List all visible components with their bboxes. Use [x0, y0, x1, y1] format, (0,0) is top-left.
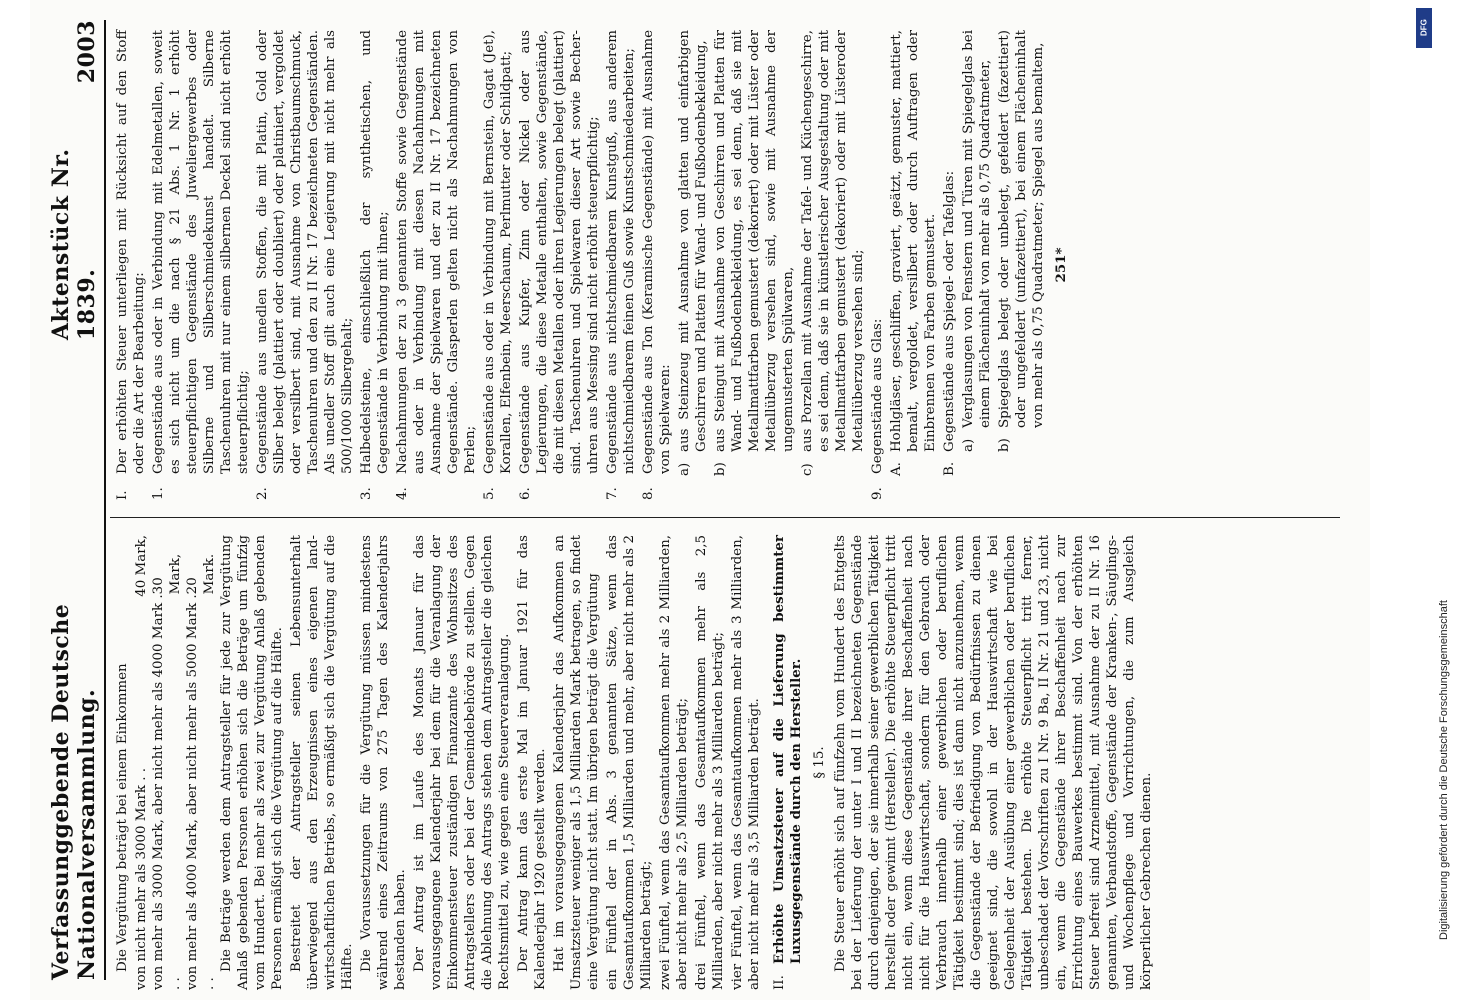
paragraph-sign: § 15. — [812, 746, 827, 779]
list-item: 6. Gegenstände aus Kupfer, Zinn oder Nickel oder aus Legierungen, die diese Metalle enthalten, sowie Gegenstände, die mit diesen Metallen oder ihren Legierungen belegt (plattiert) sind. Taschenuhren und Spielwaren dieser Art sowie Becheruhren aus Messing sind nicht erhöht steuerpflichtig; — [518, 30, 601, 500]
list-item: 1. Gegenstände aus oder in Verbindung mit Edelmetallen, soweit es sich nicht um die nach § 21 Abs. 1 Nr. 1 erhöht steuerpflichtigen Gegenstände des Juweliergewerbes oder Silberne und Silberschmiedekunst handelt. Silberne Taschenuhren mit nur einem silbernen Deckel sind nicht erhöht steuerpflichtig; — [151, 30, 251, 500]
rates-intro: Die Vergütung beträgt bei einem Einkommen — [115, 663, 130, 972]
sub-sub-item: a) Verglasungen von Fenstern und Türen mit Spiegelglas bei einem Flächeninhalt von mehr als 0,75 Quadratmeter, — [961, 30, 993, 452]
paragraph: Die Beträge werden dem Antragsteller für jede zur Vergütung Anlaß gebenden Personen erhöhen sich die Beträge um fünfzig vom Hundert. Bei mehr als zwei zur Vergütung Anlaß gebenden Personen ermäßigt sich die Vergütung auf die Hälfte. — [219, 535, 285, 990]
tier: zwei Fünftel, wenn das Gesamtaufkommen mehr als 2 Milliarden, aber nicht mehr als 2,5 Milliarden beträgt; — [658, 535, 690, 990]
list-item: 9. Gegenstände aus Glas: — [870, 318, 885, 500]
sub-sub-item: b) Spiegelglas belegt oder unbelegt, gefeldert (fazettiert) oder ungefeldert (unfazettiert), bei einem Flächeninhalt von mehr als 0,75 Quadratmeter; Spiegel aus bemaltem, — [997, 30, 1046, 452]
rate-label: von mehr als 3000 Mark, aber nicht mehr als 4000 Mark . . . — [151, 594, 183, 990]
rate-value: 30 Mark, — [151, 553, 183, 595]
header-title: Verfassunggebende Deutsche Nationalversammlung. — [48, 603, 100, 980]
dfg-logo-icon: DFG — [1416, 8, 1432, 48]
sub-item: b) aus Steingut mit Ausnahme von Geschirren und Platten für Wand- und Fußbodenbekleidung, es sei denn, daß sie mit Metallmattfarben gemustert (dekoriert) oder mit Lüster oder Metallüberzug versehen sind, sowie mit Ausnahme der ungemusterten Spülwaren, — [713, 30, 796, 476]
page-number: 2003 — [74, 20, 100, 84]
paragraph: Der Antrag kann das erste Mal im Januar 1921 für das Kalenderjahr 1920 gestellt werden. — [516, 535, 548, 990]
tier: drei Fünftel, wenn das Gesamtaufkommen mehr als 2,5 Milliarden, aber nicht mehr als 3 Milliarden beträgt; — [694, 535, 726, 990]
list-item: 8. Gegenstände aus Ton (Keramische Gegenstände) mit Ausnahme von Spielwaren: — [641, 30, 673, 500]
sub-item: A. Hohlgläser, geschliffen, graviert, geätzt, gemuster, mattiert, bemalt, vergoldet, versilbert oder durch Auftragen oder Einbrennen von Farben gemustert. — [889, 30, 938, 476]
credit-text: Digitalisierung gefördert durch die Deutsche Forschungsgemeinschaft — [1438, 600, 1450, 940]
sub-item: a) aus Steinzeug mit Ausnahme von glatten und einfarbigen Geschirren und Platten für Wand- und Fußbodenbekleidung, — [677, 30, 709, 476]
rate-row — [150, 535, 184, 990]
list-item: 5. Gegenstände aus oder in Verbindung mit Bernstein, Gagat (Jet), Korallen, Elfenbein, Meerschaum, Perlmutter oder Schildpatt; — [482, 30, 514, 500]
rate-value: 40 Mark, — [134, 535, 149, 597]
tier: vier Fünftel, wenn das Gesamtaufkommen mehr als 3 Milliarden, aber nicht mehr als 3,5 Milliarden beträgt. — [730, 535, 762, 990]
item-number: I. — [115, 490, 130, 500]
sub-item: c) aus Porzellan mit Ausnahme der Tafel- und Küchengeschirre, es sei denn, daß sie in künstlerischer Ausgestaltung oder mit Metallmattfarben gemustert (dekoriert) oder mit Lüsteroder Metallüberzug versehen sind; — [800, 30, 866, 476]
rate-row — [184, 535, 218, 990]
section-title: Erhöhte Umsatzsteuer auf die Lieferung bestimmter Luxusgegenstände durch den Hersteller. — [771, 535, 804, 964]
paragraph: Die Voraussetzungen für die Vergütung müssen mindestens während eines Zeitraums von 275 Tagen des Kalenderjahrs bestanden haben. — [359, 535, 408, 990]
scanned-page — [30, 0, 1370, 1000]
list-item: 4. Nachahmungen der zu 3 genannten Stoffe sowie Gegenstände aus oder in Verbindung mit diesen Nachahmungen mit Ausnahme der Spielwaren und der zu II Nr. 17 bezeichneten Gegenstände. Glasperlen gelten nicht als Nachahmungen von Perlen; — [395, 30, 478, 500]
paragraph: Die Steuer erhöht sich auf fünfzehn vom Hundert des Entgelts bei der Lieferung der unter I und II bezeichneten Gegenstände durch denjenigen, der sie innerhalb seiner gewerblichen Tätigkeit herstellt oder gewinnt (Hersteller). Die erhöhte Steuerpflicht tritt nicht ein, wenn diese Gegenstände ihrer Beschaffenheit nach nicht für die Hauswirtschaft, sondern für den Gebrauch oder Verbrauch innerhalb einer gewerblichen oder beruflichen Tätigkeit bestimmt sind; dies ist dann nicht anzunehmen, wenn die Gegenstände der Befriedigung von Bedürfnissen zu dienen geeignet sind, die sowohl in der Hauswirtschaft wie bei Gelegenheit der Ausübung einer gewerblichen oder beruflichen Tätigkeit bestehen. Die erhöhte Steuerpflicht tritt ferner, unbeschadet der Vorschriften zu I Nr. 9 Ba, II Nr. 21 und 23, nicht ein, wenn die Gegenstände ihrer Beschaffenheit nach zur Errichtung eines Bauwerkes bestimmt sind. Von der erhöhten Steuer befreit sind Arzneimittel, mit Ausnahme der zu II Nr. 16 genannten, Verbandstoffe, Gegenstände der Kranken-, Säuglings- und Wochenpflege und Vorrichtungen, die zum Ausgleich körperlicher Gebrechen dienen. — [833, 535, 1154, 990]
section-heading — [771, 535, 805, 990]
rate-row — [133, 535, 150, 990]
rate-value: 20 Mark. — [185, 553, 217, 595]
list-item: 2. Gegenstände aus unedlen Stoffen, die mit Platin, Gold oder Silber belegt (plattiert oder doubliert) oder platiniert, vergoldet oder versilbert sind, mit Ausnahme von Christbaumschmuck, Taschenuhren und den zu II Nr. 17 bezeichneten Gegenständen. Als unedler Stoff gilt auch eine Legierung mit nicht mehr als 500/1000 Silbergehalt; — [255, 30, 355, 500]
credit-strip — [1398, 0, 1450, 1000]
list-intro — [114, 30, 148, 500]
right-column — [114, 30, 1074, 500]
paragraph: Der Antrag ist im Laufe des Monats Januar für das vorausgegangene Kalenderjahr bei dem für die Veranlagung der Einkommensteuer zuständigen Finanzamte des Wohnsitzes des Antragstellers oder bei der Gemeindebehörde zu stellen. Gegen die Ablehnung des Antrags stehen dem Antragsteller die gleichen Rechtsmittel zu, wie gegen eine Steuerveranlagung. — [412, 535, 512, 990]
paragraph: Hat im vorausgegangenen Kalenderjahr das Aufkommen an Umsatzsteuer weniger als 1,5 Milliarden Mark betragen, so findet eine Vergütung nicht statt. Im übrigen beträgt die Vergütung — [552, 535, 601, 990]
document-page — [30, 0, 1370, 1000]
left-column — [114, 535, 1157, 990]
paragraph: Bestreitet der Antragsteller seinen Lebensunterhalt überwiegend aus den Erzeugnissen eines eigenen landwirtschaftlichen Betriebs, so ermäßigt sich die Vergütung auf die Hälfte. — [289, 535, 355, 990]
column-divider — [110, 517, 1340, 518]
tier: ein Fünftel der in Abs. 3 genannten Sätze, wenn das Gesamtaufkommen 1,5 Milliarden und mehr, aber nicht mehr als 2 Milliarden beträgt; — [605, 535, 654, 990]
section-number: II. — [772, 975, 787, 990]
item-text: Der erhöhten Steuer unterliegen mit Rücksicht auf den Stoff oder die Art der Bearbeitung: — [115, 30, 147, 474]
sub-item: B. Gegenstände aus Spiegel- oder Tafelglas: — [942, 170, 957, 476]
rate-label: von mehr als 4000 Mark, aber nicht mehr als 5000 Mark . . . — [185, 594, 217, 990]
page-header — [48, 20, 106, 980]
signature-mark: 251* — [1053, 247, 1069, 283]
rate-label: von nicht mehr als 3000 Mark . . — [134, 767, 149, 990]
list-item: 3. Halbedelsteine, einschließlich der synthetischen, und Gegenstände in Verbindung mit ihnen; — [359, 30, 391, 500]
document-number: Aktenstück Nr. 1839. — [48, 148, 100, 341]
list-item: 7. Gegenstände aus nichtschmiedbarem Kunstguß, aus anderem nichtschmiedbarem feinen Guß sowie Kunstschmiedearbeiten; — [605, 30, 637, 500]
